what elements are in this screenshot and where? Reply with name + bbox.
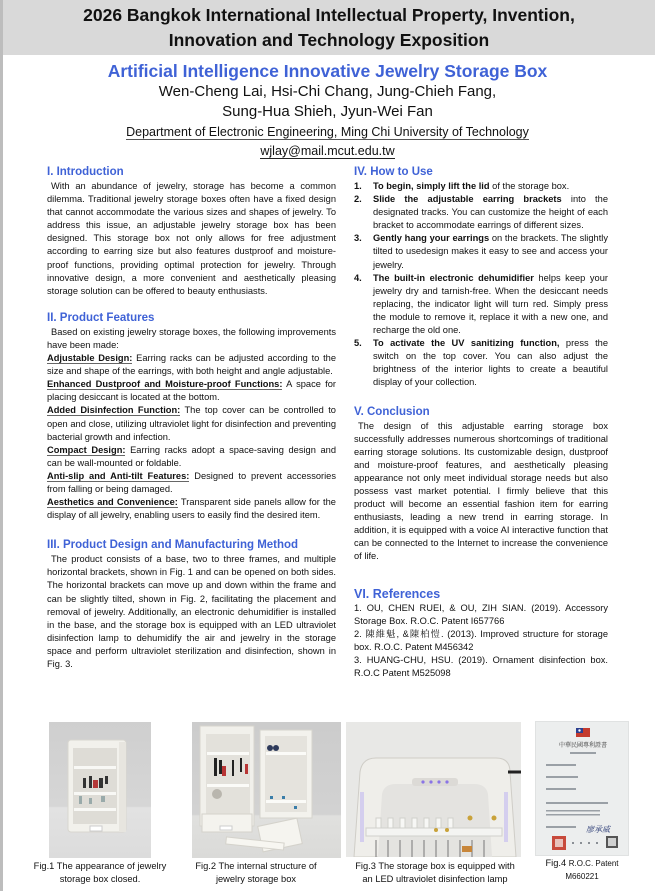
exposition-banner (3, 0, 655, 55)
patent-certificate-icon (536, 722, 629, 856)
section-heading-introduction: I. Introduction (47, 166, 124, 178)
list-item: 1. To begin, simply lift the lid of the storage box. (354, 181, 570, 191)
feature-text: A space for placing desiccant is located at the bottom. (47, 379, 336, 403)
feature-text: The top cover can be controlled to open and close, utilizing ultraviolet light for disinfection and preventing bacterial growth and infection. (47, 405, 336, 442)
feature-item (47, 352, 336, 378)
design-body: The product consists of a base, two to three frames, and multiple horizontal brackets, shown in Fig. 1 and can be opened on both sides. The horizontal brackets can move up and down within the frame and can be slightly tilted, shown in Fig. 2, facilitating the placement and removal of jewelry. Additionally, an electronic dehumidifier is installed in the base, and the storage box is equipped with an LED ultraviolet disinfection lamp to dehumidify the air and jewelry in the storage space and perform ultraviolet sterilization and disinfection, shown in Fig. 3. (47, 554, 336, 669)
figure-3-caption: Fig.3 The storage box is equipped with an LED ultraviolet disinfection lamp (355, 861, 515, 884)
email-link[interactable]: wjlay@mail.mcut.edu.tw (260, 144, 395, 158)
section-heading-how-to-use: IV. How to Use (354, 166, 433, 178)
figure-3-image (346, 722, 521, 857)
figure-2-caption: Fig.2 The internal structure of jewelry storage box (195, 861, 317, 884)
how-to-use-list (354, 180, 608, 390)
feature-text: Designed to prevent accessories from falling or being damaged. (47, 470, 336, 494)
banner-line-1: 2026 Bangkok International Intellectual Property, Invention, (83, 5, 575, 25)
feature-label: Anti-slip and Anti-tilt Features: (47, 470, 190, 481)
section-heading-references: VI. References (354, 586, 441, 601)
list-item: 2. Slide the adjustable earring brackets into the designated tracks. You can customize the height of each bracket to accommodate earrings of different sizes. (354, 194, 608, 231)
svg-text:廖承威: 廖承威 (586, 825, 610, 834)
list-item: 5. To activate the UV sanitizing function, press the switch on the top cover. You can also adjust the brightness of the interior lights to create a beautiful display of your collection. (354, 338, 609, 388)
feature-text: Transparent side panels allow for the display of all jewelry, enabling users to easily find the desired item. (47, 497, 336, 521)
conclusion-body: The design of this adjustable earring storage box successfully addresses numerous shortcomings of traditional earring storage solutions. Its customizable design, dustproof and moisture-proof features, and aesthetically pleasing appearance not only meet individual storage needs but also possess vast market potential. I firmly believe that this product will become an essential fashion item for earring enthusiasts, leading a new trend in earring storage. In addition, it is equipped with a voice AI interactive function that can be connected to the Internet to increase the convenience of life. (354, 420, 608, 562)
feature-label: Aesthetics and Convenience: (47, 497, 178, 508)
feature-item (47, 496, 336, 522)
department (0, 124, 655, 141)
authors (0, 82, 655, 122)
features-intro: Based on existing jewelry storage boxes, the following improvements have been made: (47, 326, 336, 350)
reference-item: 1. OU, CHEN RUEI, & OU, ZIH SIAN. (2019). Accessory Storage Box. R.O.C. Patent I657766 (354, 602, 608, 626)
uv-lamp-box-icon (346, 722, 521, 857)
email (0, 143, 655, 160)
feature-label: Added Disinfection Function: (47, 405, 181, 416)
feature-item (47, 444, 336, 470)
feature-item (47, 378, 336, 404)
references-list (354, 602, 608, 681)
right-column (354, 165, 608, 680)
left-column (47, 165, 336, 671)
figure-1-caption: Fig.1 The appearance of jewelry storage box closed. (33, 861, 167, 884)
section-heading-design: III. Product Design and Manufacturing Method (47, 539, 299, 552)
feature-item (47, 470, 336, 496)
introduction-body: With an abundance of jewelry, storage has become a common dilemma. Traditional jewelry storage boxes often have a fixed design that cannot accommodate the various sizes and shapes of jewelry. To address this issue, an adjustable jewelry storage box has been designed. This storage box not only allows for free adjustment according to earring size but also features dustproof and moisture-proof functions, providing optimal protection for jewelry. Through innovative design, a more convenient and aesthetically pleasing storage solution can be offered to beauty enthusiasts. (47, 181, 336, 296)
jewelry-box-closed-icon (49, 722, 151, 858)
feature-text: Earring racks can be adjusted according to the size and shape of the earrings, with both height and angle adjustable. (47, 353, 336, 377)
authors-line-2: Sung-Hua Shieh, Jyun-Wei Fan (222, 103, 433, 120)
section-heading-conclusion: V. Conclusion (354, 405, 430, 418)
reference-item: 3. HUANG-CHU, HSU. (2019). Ornament disinfection box. R.O.C Patent M525098 (354, 654, 608, 678)
department-text: Department of Electronic Engineering, Ming Chi University of Technology (126, 125, 529, 139)
feature-label: Enhanced Dustproof and Moisture-proof Functions: (47, 379, 283, 390)
list-item: 4. The built-in electronic dehumidifier helps keep your jewelry dry and tarnish-free. When the desiccant needs replacing, the indicator light will turn red. Simply press the module to remove it, replace it with a new one, and recharge the old one. (354, 272, 608, 336)
list-item: 3. Gently hang your earrings on the brackets. The slightly tilted to usedesign makes it easy to see and access your jewelry. (354, 233, 608, 270)
banner-line-2: Innovation and Technology Exposition (168, 30, 490, 50)
jewelry-box-open-icon (192, 722, 341, 858)
reference-item: 2. 陳維魁, &陳柏愷. (2013). Improved structure for storage box. R.O.C. Patent M456342 (354, 628, 608, 652)
feature-item (47, 404, 336, 443)
figure-1-image (49, 722, 151, 858)
feature-label: Compact Design: (47, 444, 126, 455)
poster-title: Artificial Intelligence Innovative Jewelry Storage Box (107, 61, 548, 81)
section-heading-features: II. Product Features (47, 311, 155, 324)
feature-label: Adjustable Design: (47, 353, 133, 364)
figure-4-image (535, 721, 629, 856)
figure-2-image (192, 722, 341, 858)
figure-4-caption: Fig.4 R.O.C. Patent M660221 (545, 858, 619, 881)
feature-text: Earring racks adopt a space-saving design and can be wall-mounted or foldable. (47, 444, 337, 468)
authors-line-1: Wen-Cheng Lai, Hsi-Chi Chang, Jung-Chieh Fang, (158, 83, 497, 100)
svg-text:中華民國專利證書: 中華民國專利證書 (558, 742, 608, 749)
